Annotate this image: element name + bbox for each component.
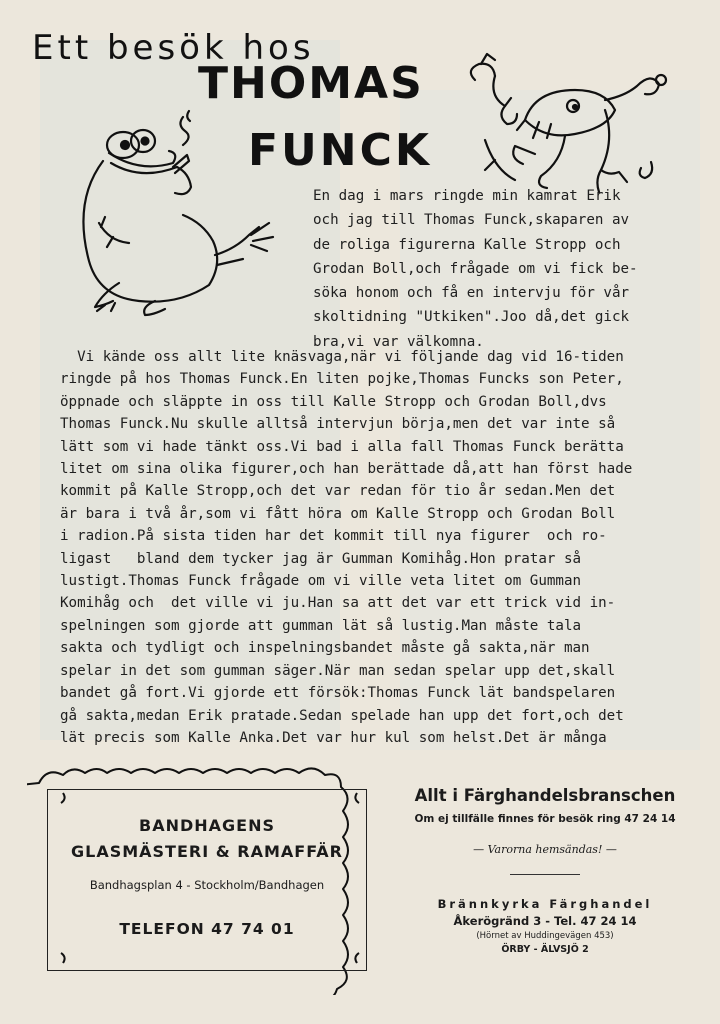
handwritten-title: Ett besök hos xyxy=(32,28,315,68)
intro-line: och jag till Thomas Funck,skaparen av xyxy=(313,212,630,229)
body-line: i radion.På sista tiden har det kommit till nya figurer och ro- xyxy=(60,528,607,545)
ad-shop-name: Brännkyrka Färghandel xyxy=(437,897,653,911)
ad-address: Bandhagsplan 4 - Stockholm/Bandhagen xyxy=(89,878,325,892)
body-line: Komihåg och det ville vi ju.Han sa att det var ett trick vid in- xyxy=(60,595,616,612)
body-line: ligast bland dem tycker jag är Gumman Komihåg.Hon pratar så xyxy=(60,550,582,567)
intro-line: Grodan Boll,och frågade om vi fick be- xyxy=(313,260,638,277)
intro-line: de roliga figurerna Kalle Stropp och xyxy=(313,236,621,253)
body-line: öppnade och släppte in oss till Kalle Stropp och Grodan Boll,dvs xyxy=(60,393,607,410)
body-line: Thomas Funck.Nu skulle alltså intervjun börja,men det var inte så xyxy=(60,416,616,433)
article-body xyxy=(60,346,690,749)
body-line: sakta och tydligt och inspelningsbandet måste gå sakta,när man xyxy=(60,640,590,657)
title-thomas: THOMAS xyxy=(198,58,424,109)
ad-phone: TELEFON 47 74 01 xyxy=(119,920,295,938)
body-line: är bara i två år,som vi fått höra om Kalle Stropp och Grodan Boll xyxy=(60,505,616,522)
body-line: lustigt.Thomas Funck frågade om vi ville veta litet om Gumman xyxy=(60,573,582,590)
body-line: litet om sina olika figurer,och han berättade då,att han först hade xyxy=(60,461,633,478)
intro-line: skoltidning "Utkiken".Joo då,det gick xyxy=(313,309,630,326)
ad-shop-city: ÖRBY - ÄLVSJÖ 2 xyxy=(501,944,589,955)
body-line: lät precis som Kalle Anka.Det var hur kul som helst.Det är många xyxy=(60,729,607,746)
ad-business-name-2: GLASMÄSTERI & RAMAFFÄR xyxy=(70,842,343,861)
title-funck: FUNCK xyxy=(248,125,432,176)
body-line: lätt som vi hade tänkt oss.Vi bad i alla fall Thomas Funck berätta xyxy=(60,438,624,455)
mouse-icon xyxy=(455,50,675,200)
intro-line: söka honom och få en intervju för vår xyxy=(313,285,630,302)
ad-divider xyxy=(510,874,580,875)
body-line: spelar in det som gumman säger.När man sedan spelar upp det,skall xyxy=(60,662,616,679)
ad-delivery: — Varorna hemsändas! — xyxy=(473,843,617,856)
ad-subline: Om ej tillfälle finnes för besök ring 47 24 14 xyxy=(414,813,676,825)
body-line: bandet gå fort.Vi gjorde ett försök:Thomas Funck lät bandspelaren xyxy=(60,685,616,702)
body-line: Vi kände oss allt lite knäsvaga,när vi följande dag vid 16-tiden xyxy=(60,349,624,365)
article-intro xyxy=(313,184,713,354)
ad-shop-note: (Hörnet av Huddingevägen 453) xyxy=(476,931,614,941)
body-line: gå sakta,medan Erik pratade.Sedan spelade han upp det fort,och det xyxy=(60,707,624,724)
body-line: ringde på hos Thomas Funck.En liten pojke,Thomas Funcks son Peter, xyxy=(60,371,624,388)
intro-line: En dag i mars ringde min kamrat Erik xyxy=(313,188,621,204)
intro-line: bra,vi var välkomna. xyxy=(313,333,484,350)
paint-shop-ad xyxy=(400,780,690,955)
glassworks-ad xyxy=(47,789,367,971)
body-line: spelningen som gjorde att gumman lät så lustig.Man måste tala xyxy=(60,617,582,634)
ad-business-name: BANDHAGENS xyxy=(139,816,275,835)
ad-shop-address: Åkerögränd 3 - Tel. 47 24 14 xyxy=(453,914,637,928)
frog-smoking-icon xyxy=(75,105,285,320)
body-line: kommit på Kalle Stropp,och det var redan för tio år sedan.Men det xyxy=(60,483,616,500)
ad-headline: Allt i Färghandelsbranschen xyxy=(414,786,676,805)
